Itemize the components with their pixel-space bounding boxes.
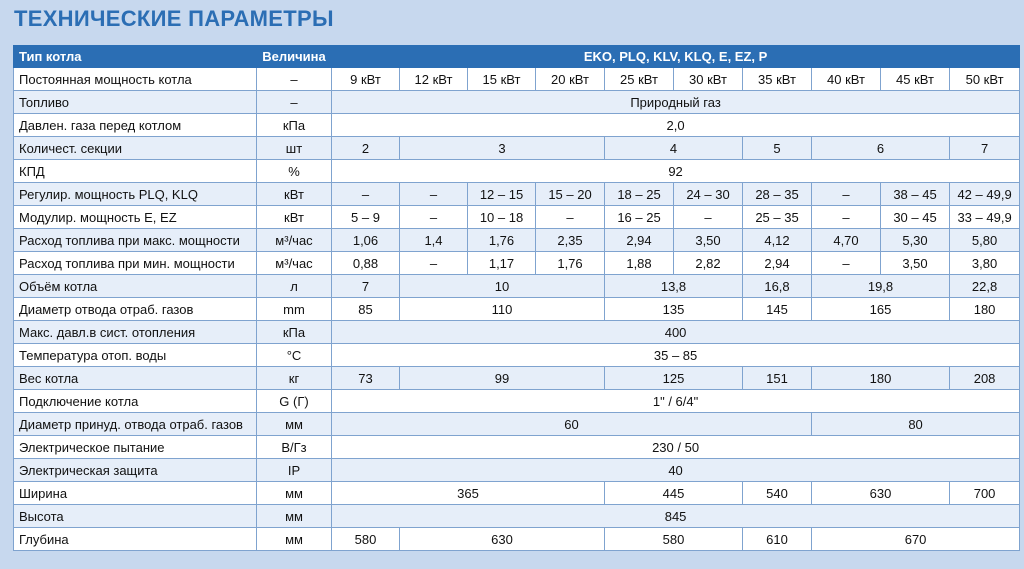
param-value: 85: [332, 298, 400, 321]
table-row: [14, 68, 1020, 91]
param-value: 580: [605, 528, 743, 551]
param-value: 110: [400, 298, 605, 321]
param-name: Макс. давл.в сист. отопления: [14, 321, 257, 344]
param-value: 208: [950, 367, 1020, 390]
param-value: 3,50: [674, 229, 743, 252]
param-unit: мм: [257, 505, 332, 528]
table-row: [14, 413, 1020, 436]
param-value: –: [400, 206, 468, 229]
param-unit: кг: [257, 367, 332, 390]
param-unit: кПа: [257, 114, 332, 137]
param-value: 12 кВт: [400, 68, 468, 91]
param-name: Регулир. мощность PLQ, KLQ: [14, 183, 257, 206]
page-title: ТЕХНИЧЕСКИЕ ПАРАМЕТРЫ: [14, 6, 334, 31]
table-row: [14, 298, 1020, 321]
param-value: 1,06: [332, 229, 400, 252]
param-unit: мм: [257, 413, 332, 436]
param-value: 19,8: [812, 275, 950, 298]
table-row: [14, 206, 1020, 229]
param-value: 15 кВт: [468, 68, 536, 91]
param-value: 2,35: [536, 229, 605, 252]
param-value: 20 кВт: [536, 68, 605, 91]
header-models: EKO, PLQ, KLV, KLQ, E, EZ, P: [332, 46, 1020, 68]
param-value: 99: [400, 367, 605, 390]
table-row: [14, 367, 1020, 390]
param-value: 16 – 25: [605, 206, 674, 229]
param-unit: кВт: [257, 206, 332, 229]
param-value: 2,0: [332, 114, 1020, 137]
param-unit: G (Г): [257, 390, 332, 413]
param-value: 180: [950, 298, 1020, 321]
param-value: 7: [332, 275, 400, 298]
table-row: [14, 137, 1020, 160]
param-value: –: [332, 183, 400, 206]
table-row: [14, 482, 1020, 505]
param-value: 3,80: [950, 252, 1020, 275]
param-value: 40 кВт: [812, 68, 881, 91]
param-value: 1,88: [605, 252, 674, 275]
param-value: 125: [605, 367, 743, 390]
param-value: 2,82: [674, 252, 743, 275]
param-value: 5,80: [950, 229, 1020, 252]
param-unit: mm: [257, 298, 332, 321]
param-value: 28 – 35: [743, 183, 812, 206]
table-row: [14, 505, 1020, 528]
param-value: 35 – 85: [332, 344, 1020, 367]
param-name: Модулир. мощность E, EZ: [14, 206, 257, 229]
param-value: 1,17: [468, 252, 536, 275]
param-unit: м³/час: [257, 229, 332, 252]
table-row: [14, 390, 1020, 413]
param-value: 12 – 15: [468, 183, 536, 206]
param-value: 145: [743, 298, 812, 321]
param-value: Природный газ: [332, 91, 1020, 114]
param-unit: кПа: [257, 321, 332, 344]
param-name: Вес котла: [14, 367, 257, 390]
param-value: 25 – 35: [743, 206, 812, 229]
param-value: 1,4: [400, 229, 468, 252]
table-row: [14, 252, 1020, 275]
spec-table: [13, 45, 1020, 551]
param-name: Количест. секции: [14, 137, 257, 160]
table-body: [14, 68, 1020, 551]
param-value: 18 – 25: [605, 183, 674, 206]
param-name: Ширина: [14, 482, 257, 505]
param-value: 73: [332, 367, 400, 390]
param-value: –: [400, 183, 468, 206]
header-unit: Величина: [257, 46, 332, 68]
param-value: 580: [332, 528, 400, 551]
param-name: Диаметр отвода отраб. газов: [14, 298, 257, 321]
param-value: 22,8: [950, 275, 1020, 298]
table-row: [14, 114, 1020, 137]
param-value: 2,94: [743, 252, 812, 275]
param-name: Электрическая защита: [14, 459, 257, 482]
param-name: Температура отоп. воды: [14, 344, 257, 367]
param-value: 445: [605, 482, 743, 505]
table-row: [14, 275, 1020, 298]
param-value: 5: [743, 137, 812, 160]
param-unit: –: [257, 68, 332, 91]
param-value: 0,88: [332, 252, 400, 275]
param-value: 42 – 49,9: [950, 183, 1020, 206]
param-value: 1,76: [536, 252, 605, 275]
param-name: Топливо: [14, 91, 257, 114]
param-name: Электрическое пытание: [14, 436, 257, 459]
param-value: 13,8: [605, 275, 743, 298]
param-value: 2: [332, 137, 400, 160]
param-value: 180: [812, 367, 950, 390]
param-value: –: [400, 252, 468, 275]
param-unit: IP: [257, 459, 332, 482]
param-value: 16,8: [743, 275, 812, 298]
param-value: 610: [743, 528, 812, 551]
param-unit: л: [257, 275, 332, 298]
param-value: 230 / 50: [332, 436, 1020, 459]
param-value: 630: [812, 482, 950, 505]
param-value: 9 кВт: [332, 68, 400, 91]
param-value: 365: [332, 482, 605, 505]
param-value: 400: [332, 321, 1020, 344]
param-name: Расход топлива при мин. мощности: [14, 252, 257, 275]
param-value: 3,50: [881, 252, 950, 275]
param-value: –: [536, 206, 605, 229]
table-row: [14, 528, 1020, 551]
param-name: Высота: [14, 505, 257, 528]
table-header-row: [14, 46, 1020, 68]
param-value: 5 – 9: [332, 206, 400, 229]
param-value: 38 – 45: [881, 183, 950, 206]
param-value: 845: [332, 505, 1020, 528]
param-value: –: [674, 206, 743, 229]
header-type: Тип котла: [14, 46, 257, 68]
table-row: [14, 436, 1020, 459]
param-value: 50 кВт: [950, 68, 1020, 91]
param-value: 151: [743, 367, 812, 390]
param-name: КПД: [14, 160, 257, 183]
param-value: 60: [332, 413, 812, 436]
param-value: 30 – 45: [881, 206, 950, 229]
param-value: 165: [812, 298, 950, 321]
param-value: 1" / 6/4": [332, 390, 1020, 413]
param-value: 6: [812, 137, 950, 160]
param-value: 700: [950, 482, 1020, 505]
param-value: 10 – 18: [468, 206, 536, 229]
param-value: 92: [332, 160, 1020, 183]
param-value: 4,70: [812, 229, 881, 252]
param-unit: шт: [257, 137, 332, 160]
table-row: [14, 229, 1020, 252]
table-row: [14, 183, 1020, 206]
param-name: Объём котла: [14, 275, 257, 298]
param-unit: %: [257, 160, 332, 183]
param-value: 35 кВт: [743, 68, 812, 91]
param-name: Диаметр принуд. отвода отраб. газов: [14, 413, 257, 436]
param-value: 40: [332, 459, 1020, 482]
param-value: –: [812, 252, 881, 275]
table-row: [14, 321, 1020, 344]
param-value: 1,76: [468, 229, 536, 252]
param-value: –: [812, 206, 881, 229]
param-unit: м³/час: [257, 252, 332, 275]
param-value: 135: [605, 298, 743, 321]
table-row: [14, 459, 1020, 482]
param-value: 10: [400, 275, 605, 298]
param-value: 45 кВт: [881, 68, 950, 91]
param-value: 2,94: [605, 229, 674, 252]
param-value: 4,12: [743, 229, 812, 252]
param-unit: мм: [257, 482, 332, 505]
param-unit: кВт: [257, 183, 332, 206]
param-value: 5,30: [881, 229, 950, 252]
param-value: 33 – 49,9: [950, 206, 1020, 229]
param-value: 630: [400, 528, 605, 551]
table-row: [14, 160, 1020, 183]
param-value: 670: [812, 528, 1020, 551]
param-value: –: [812, 183, 881, 206]
param-value: 3: [400, 137, 605, 160]
param-value: 4: [605, 137, 743, 160]
param-value: 15 – 20: [536, 183, 605, 206]
table-row: [14, 344, 1020, 367]
param-value: 24 – 30: [674, 183, 743, 206]
param-value: 25 кВт: [605, 68, 674, 91]
param-unit: –: [257, 91, 332, 114]
param-value: 7: [950, 137, 1020, 160]
param-name: Постоянная мощность котла: [14, 68, 257, 91]
param-name: Расход топлива при макс. мощности: [14, 229, 257, 252]
param-unit: °C: [257, 344, 332, 367]
param-value: 30 кВт: [674, 68, 743, 91]
param-value: 540: [743, 482, 812, 505]
param-unit: мм: [257, 528, 332, 551]
param-name: Глубина: [14, 528, 257, 551]
param-value: 80: [812, 413, 1020, 436]
param-unit: В/Гз: [257, 436, 332, 459]
table-row: [14, 91, 1020, 114]
param-name: Давлен. газа перед котлом: [14, 114, 257, 137]
param-name: Подключение котла: [14, 390, 257, 413]
